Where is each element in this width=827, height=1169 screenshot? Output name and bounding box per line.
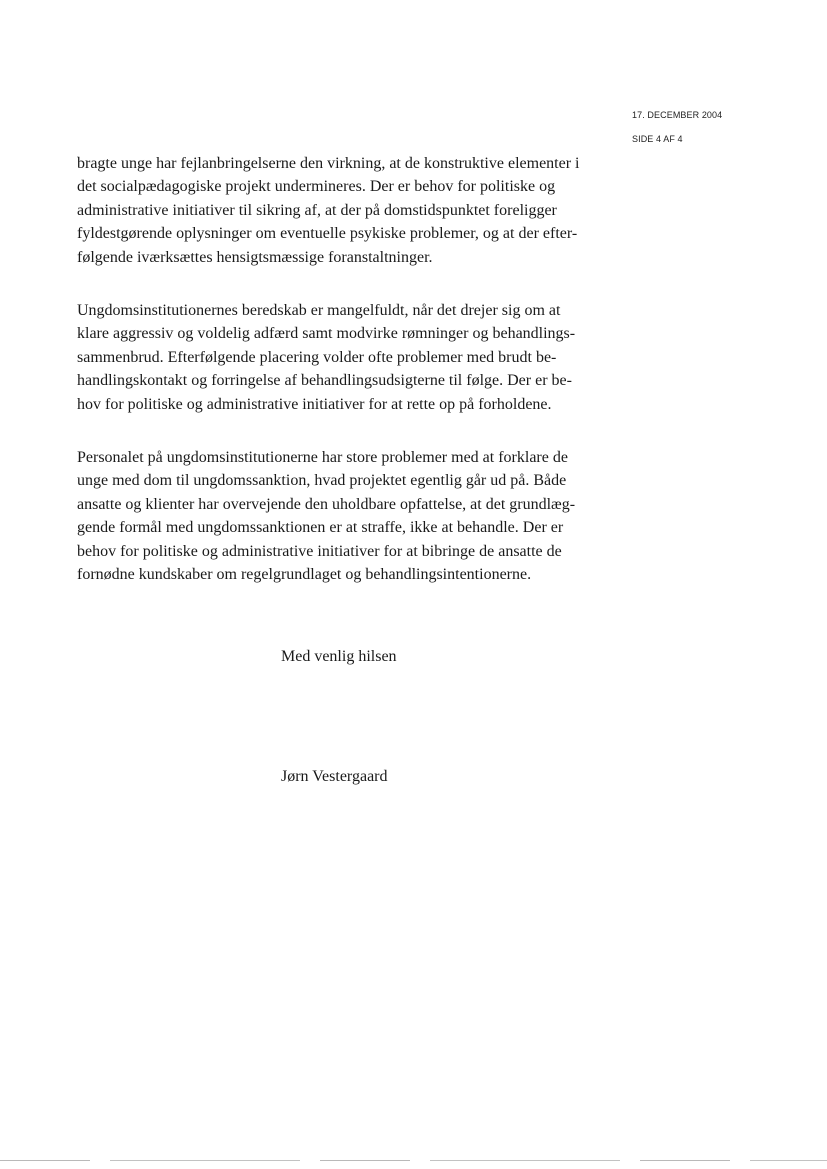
letter-body [77, 152, 617, 617]
paragraph-2 [77, 299, 617, 416]
text-line: Personalet på ungdomsinstitutionerne har store problemer med at forklare de [77, 449, 568, 467]
text-line: følgende iværksættes hensigtsmæssige foranstaltninger. [77, 248, 433, 266]
signature-name: Jørn Vestergaard [281, 768, 388, 785]
text-line: bragte unge har fejlanbringelserne den virkning, at de konstruktive elementer i [77, 155, 580, 172]
text-line: klare aggressiv og voldelig adfærd samt modvirke rømninger og behandlings- [77, 325, 576, 343]
paragraph-1 [77, 152, 617, 269]
closing-greeting: Med venlig hilsen [281, 648, 397, 665]
text-line: administrative initiativer til sikring af, at der på domstidspunktet foreligger [77, 201, 557, 219]
text-line: hov for politiske og administrative initiativer for at rette op på forholdene. [77, 395, 552, 413]
scan-edge-divider [0, 1160, 827, 1161]
page-number: SIDE 4 AF 4 [632, 134, 683, 144]
paragraph-3 [77, 446, 617, 586]
text-line: ansatte og klienter har overvejende den uholdbare opfattelse, at det grundlæg- [77, 495, 576, 513]
text-line: gende formål med ungdomssanktionen er at straffe, ikke at behandle. Der er [77, 519, 564, 537]
text-line: fyldestgørende oplysninger om eventuelle psykiske problemer, og at der efter- [77, 225, 578, 243]
page-date: 17. DECEMBER 2004 [632, 110, 723, 120]
text-line: fornødne kundskaber om regelgrundlaget og behandlingsintentionerne. [77, 566, 532, 584]
text-line: sammenbrud. Efterfølgende placering volder ofte problemer med brudt be- [77, 348, 557, 366]
text-line: handlingskontakt og forringelse af behandlingsudsigterne til følge. Der er be- [77, 372, 572, 390]
text-line: unge med dom til ungdomssanktion, hvad projektet egentlig går ud på. Både [77, 472, 567, 490]
text-line: Ungdomsinstitutionernes beredskab er mangelfuldt, når det drejer sig om at [77, 302, 561, 320]
text-line: det socialpædagogiske projekt undermineres. Der er behov for politiske og [77, 178, 556, 196]
text-line: behov for politiske og administrative initiativer for at bibringe de ansatte de [77, 542, 562, 560]
